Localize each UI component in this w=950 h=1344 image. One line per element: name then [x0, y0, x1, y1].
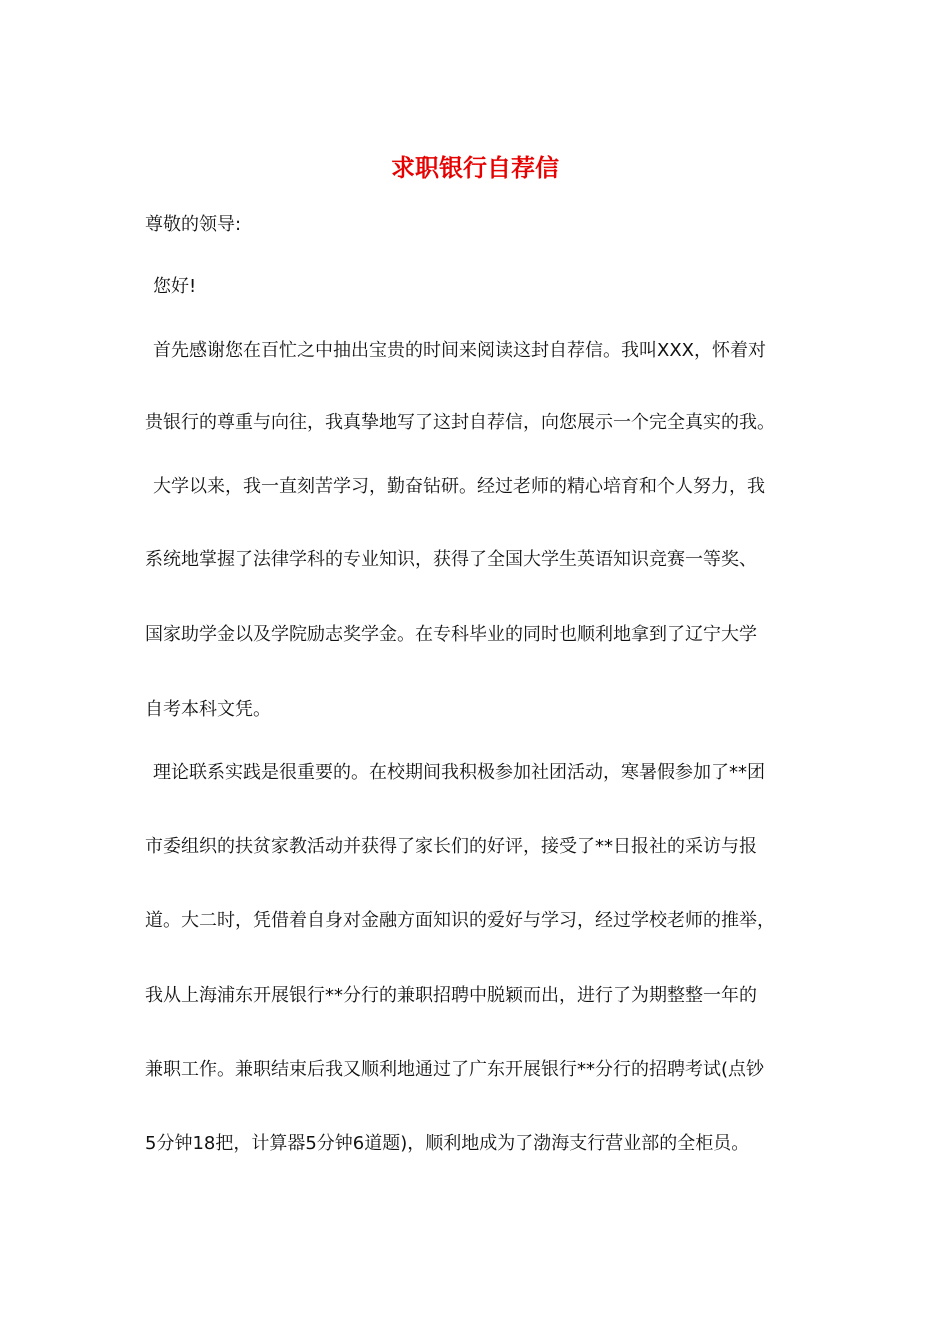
document-title: 求职银行自荐信 [391, 153, 559, 182]
paragraph-line: 市委组织的扶贫家教活动并获得了家长们的好评，接受了**日报社的采访与报 [145, 836, 757, 857]
paragraph-line: 兼职工作。兼职结束后我又顺利地通过了广东开展银行**分行的招聘考试(点钞 [145, 1059, 765, 1080]
salutation: 尊敬的领导: [145, 214, 242, 235]
paragraph-line: 自考本科文凭。 [145, 699, 271, 720]
greeting: 您好! [153, 276, 197, 297]
paragraph-line: 道。大二时，凭借着自身对金融方面知识的爱好与学习，经过学校老师的推举， [145, 910, 775, 931]
paragraph-line: 贵银行的尊重与向往，我真挚地写了这封自荐信，向您展示一个完全真实的我。 [145, 412, 775, 433]
paragraph-line: 系统地掌握了法律学科的专业知识，获得了全国大学生英语知识竞赛一等奖、 [145, 549, 757, 570]
paragraph-line: 国家助学金以及学院励志奖学金。在专科毕业的同时也顺利地拿到了辽宁大学 [145, 624, 757, 645]
paragraph-line: 首先感谢您在百忙之中抽出宝贵的时间来阅读这封自荐信。我叫XXX，怀着对 [153, 340, 766, 361]
paragraph-line: 5分钟18把，计算器5分钟6道题)，顺利地成为了渤海支行营业部的全柜员。 [145, 1133, 750, 1154]
paragraph-line: 我从上海浦东开展银行**分行的兼职招聘中脱颖而出，进行了为期整整一年的 [145, 985, 757, 1006]
paragraph-line: 大学以来，我一直刻苦学习，勤奋钻研。经过老师的精心培育和个人努力，我 [153, 476, 765, 497]
paragraph-line: 理论联系实践是很重要的。在校期间我积极参加社团活动，寒暑假参加了**团 [153, 762, 765, 783]
